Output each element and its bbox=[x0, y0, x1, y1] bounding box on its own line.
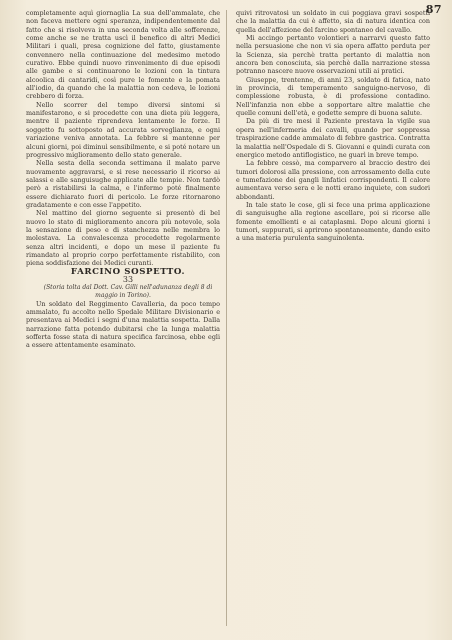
left-column bbox=[26, 9, 220, 350]
right-paragraph: Da più di tre mesi il Paziente prestava la vigile sua opera nell'infermeria dei cavalli, quando per soppressa traspirazione cadde ammalato di febbre gastrica. Contratta la malattia nell'Ospedale di S. Giovanni e quindi curata con energico metodo antiflogistico, ne guarì in breve tempo. bbox=[236, 117, 430, 159]
column-divider bbox=[226, 10, 227, 626]
page-number: 87 bbox=[425, 3, 442, 16]
case-number: 33 bbox=[122, 275, 134, 284]
left-paragraph: Nello scorrer del tempo diversi sintomi si manifestarono, e si procedette con una dieta più leggera, mentre il paziente riprendeva lentamente le forze. Il soggetto fu sottoposto ad accurata sorveglianza, e ogni variazione veniva annotata. La febbre si mantenne per alcuni giorni, poi diminuì sensibilmente, e si poté notare un progressivo miglioramento dello stato generale. bbox=[26, 100, 220, 159]
right-paragraph: In tale stato le cose, gli si fece una prima applicazione di sanguisughe alla regione ascellare, poi si ricorse alle fomente emollienti e ai cataplasmi. Dopo alcuni giorni i tumori, suppurati, si aprirono spontaneamente, dando esito a una materia purulenta sanguinolenta. bbox=[236, 200, 430, 243]
right-paragraph: Giuseppe, trentenne, di anni 23, soldato di fatica, nato in provincia, di temperamento sanguigno-nervoso, di complessione robusta, è di professione contadino. Nell'infanzia non ebbe a sopportare altre malattie che quelle comuni dell'età, e godette sempre di buona salute. bbox=[236, 75, 430, 118]
left-paragraph: Un soldato del Reggimento Cavalleria, da poco tempo ammalato, fu accolto nello Spedale Militare Divisionario e presentava ai Medici i segni d'una malattia sospetta. Dalla narrazione fatta potendo dubitarsi che la lunga malattia sofferta fosse stata di natura specifica farcinosa, ebbe egli a essere attentamente esaminato. bbox=[26, 299, 220, 350]
right-paragraph: quivi ritrovatosi un soldato in cui poggiava gravi sospetti che la malattia da cui è affetto, sia di natura identica con quella dell'affezione del farcino spontaneo del cavallo. bbox=[236, 9, 430, 34]
left-paragraph: Nel mattino del giorno seguente si presentò di bel nuovo lo stato di miglioramento ancora più notevole, sola la sensazione di peso e di stanchezza nelle membra lo molestava. La convalescenza procedette regolarmente senza altri incidenti, e dopo un mese il paziente fu rimandato al proprio corpo perfettamente ristabilito, con piena soddisfazione dei Medici curanti. bbox=[26, 209, 220, 268]
source-note: (Storia tolta dal Dott. Cav. Gilli nell'adunanza degli 8 di maggio in Torino). bbox=[43, 284, 213, 299]
left-paragraph: completamente aquì giornaglia La sua dell'ammalate, che non faceva mettere ogni speranza, indipendentemente dal fatto che si risolveva in una seconda volta alle sofferenze, come anche se ne tratta uscì il benefico di altri Medici Militari i quali, presa cognizione del fatto, giustamente convennero nella continuazione del medesimo metodo curativo. Ebbe quindi nuovo rinvenimento di due episodi alle gambe e si continuarono le lozioni con la tintura alcoolica di cantaridi, così pure le fomente e la pomata all'iodio, da quando che la malattia non cedeva, le lozioni crebbero di forza. bbox=[26, 9, 220, 101]
right-paragraph: La febbre cessò, ma comparvero al braccio destro dei tumori dolorosi alla pressione, con arrossamento della cute e tumefazione dei gangli linfatici corrispondenti. Il calore aumentava verso sera e le notti erano inquiete, con sudori abbondanti. bbox=[236, 159, 430, 201]
right-paragraph: Mi accingo pertanto volontieri a narrarvi questo fatto nella persuasione che non vi sia opera affatto perduta per la Scienza, sia perchè tratta pertanto di malattia non ancora ben conosciuta, sia perchè dalla narrazione stessa potranno nascere nuove osservazioni utili ai pratici. bbox=[236, 34, 430, 76]
left-paragraph: Nella sesta della seconda settimana il malato parve nuovamente aggravarsi, e si rese necessario il ricorso ai salassi e alle sanguisughe applicate alle tempie. Non tardò però a ristabilirsi la calma, e l'infermo poté finalmente essere dichiarato fuori di pericolo. Le forze ritornarono gradatamente e con esse l'appetito. bbox=[26, 159, 220, 209]
right-column bbox=[236, 9, 430, 243]
case-heading: FARCINO SOSPETTO. bbox=[70, 266, 186, 277]
